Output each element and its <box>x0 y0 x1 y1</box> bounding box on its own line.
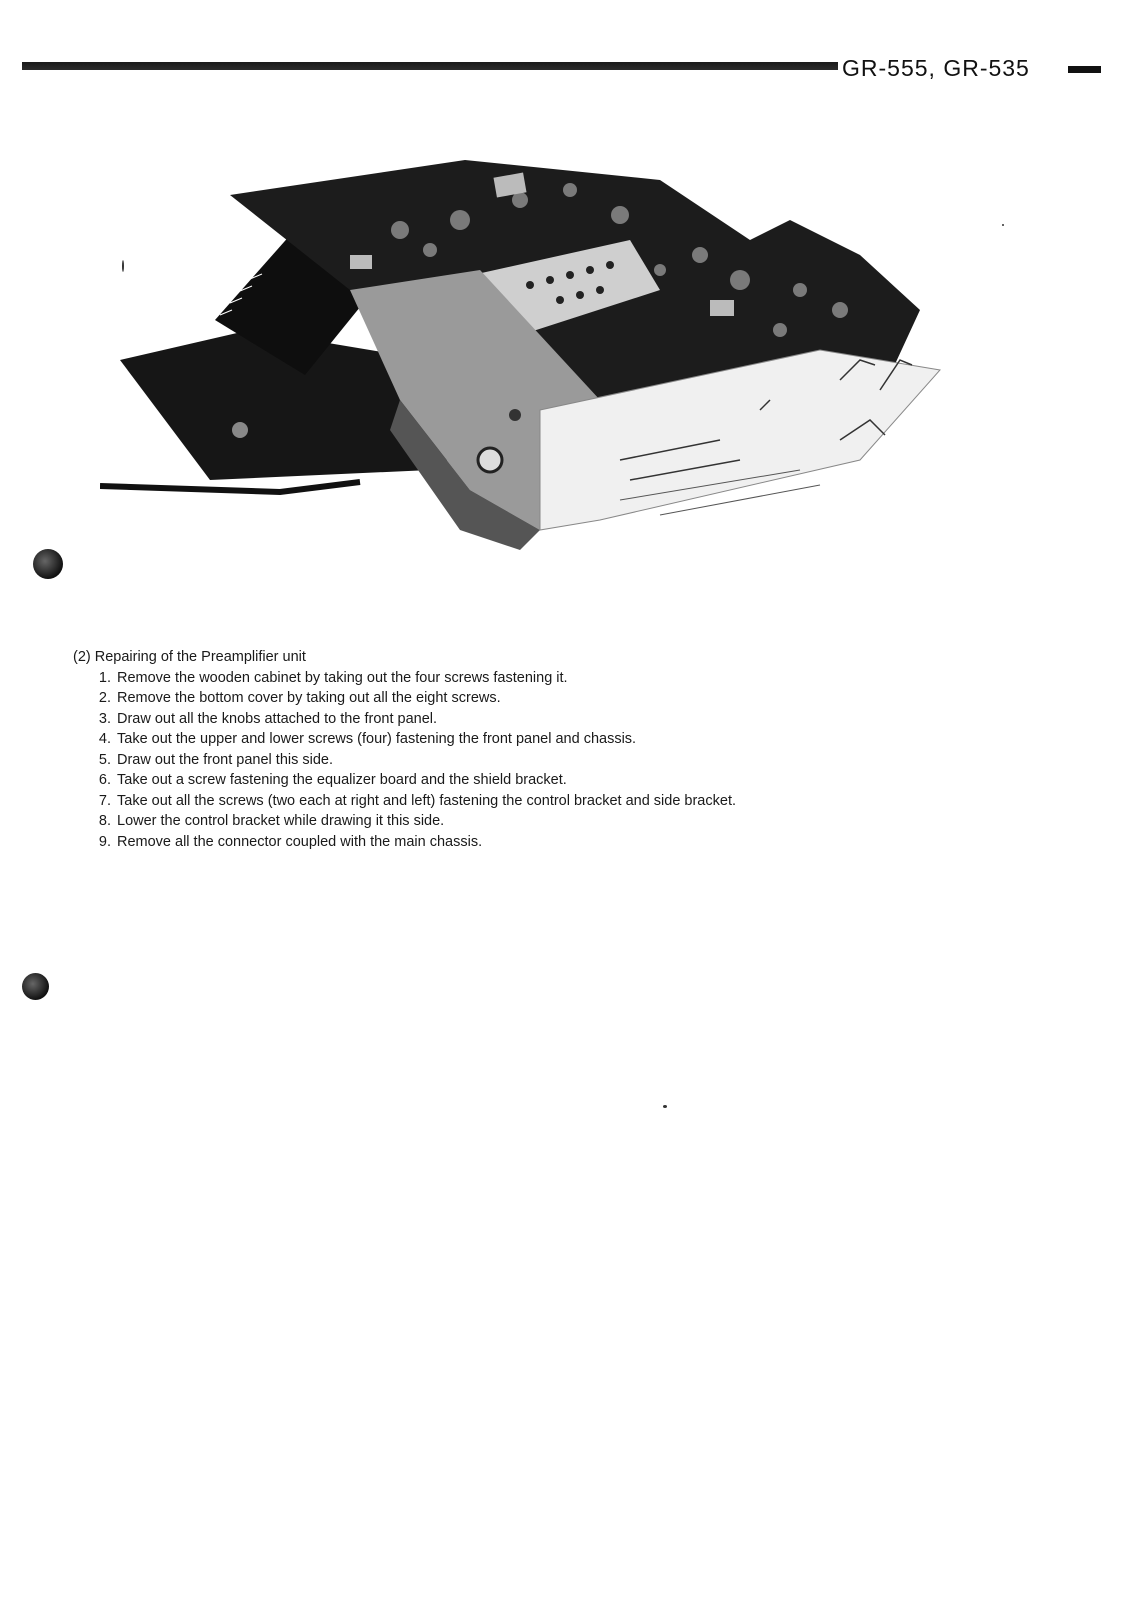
list-item <box>73 729 873 750</box>
step-number: 9. <box>98 833 111 850</box>
list-item <box>73 709 873 730</box>
step-text: Take out all the screws (two each at right and left) fastening the control bracket and side bracket. <box>117 792 736 809</box>
step-number: 4. <box>98 731 111 747</box>
scan-speck <box>122 260 124 272</box>
step-number: 7. <box>98 792 111 809</box>
list-item <box>73 811 873 832</box>
step-number: 8. <box>98 813 111 829</box>
step-text: Take out the upper and lower screws (four) fastening the front panel and chassis. <box>117 731 637 747</box>
step-text: Lower the control bracket while drawing it this side. <box>117 813 445 829</box>
list-item <box>73 688 873 709</box>
chassis-photo <box>100 160 960 580</box>
step-number: 5. <box>98 751 111 768</box>
scan-speck <box>663 1105 667 1108</box>
repair-section <box>73 647 873 852</box>
step-text: Remove all the connector coupled with the main chassis. <box>117 833 483 850</box>
step-number: 6. <box>98 772 111 788</box>
list-item <box>73 750 873 771</box>
step-text: Take out a screw fastening the equalizer board and the shield bracket. <box>117 772 567 788</box>
step-number: 1. <box>98 669 111 686</box>
steps-list <box>73 668 873 853</box>
header-end-bar <box>1068 66 1101 73</box>
model-title: GR-555, GR-535 <box>842 55 1030 81</box>
scan-speck <box>1002 224 1004 226</box>
power-cord <box>100 482 360 492</box>
header-rule <box>22 62 838 70</box>
list-item <box>73 668 873 689</box>
punch-hole-lower <box>22 973 49 1000</box>
list-item <box>73 832 873 853</box>
step-number: 3. <box>98 710 111 727</box>
list-item <box>73 791 873 812</box>
step-number: 2. <box>98 690 111 706</box>
punch-hole-upper <box>33 549 63 579</box>
step-text: Draw out the front panel this side. <box>117 751 334 768</box>
step-text: Remove the bottom cover by taking out all the eight screws. <box>117 690 501 706</box>
list-item <box>73 770 873 791</box>
section-heading: (2) Repairing of the Preamplifier unit <box>73 649 306 665</box>
step-text: Draw out all the knobs attached to the front panel. <box>117 710 438 727</box>
step-text: Remove the wooden cabinet by taking out the four screws fastening it. <box>117 669 568 686</box>
